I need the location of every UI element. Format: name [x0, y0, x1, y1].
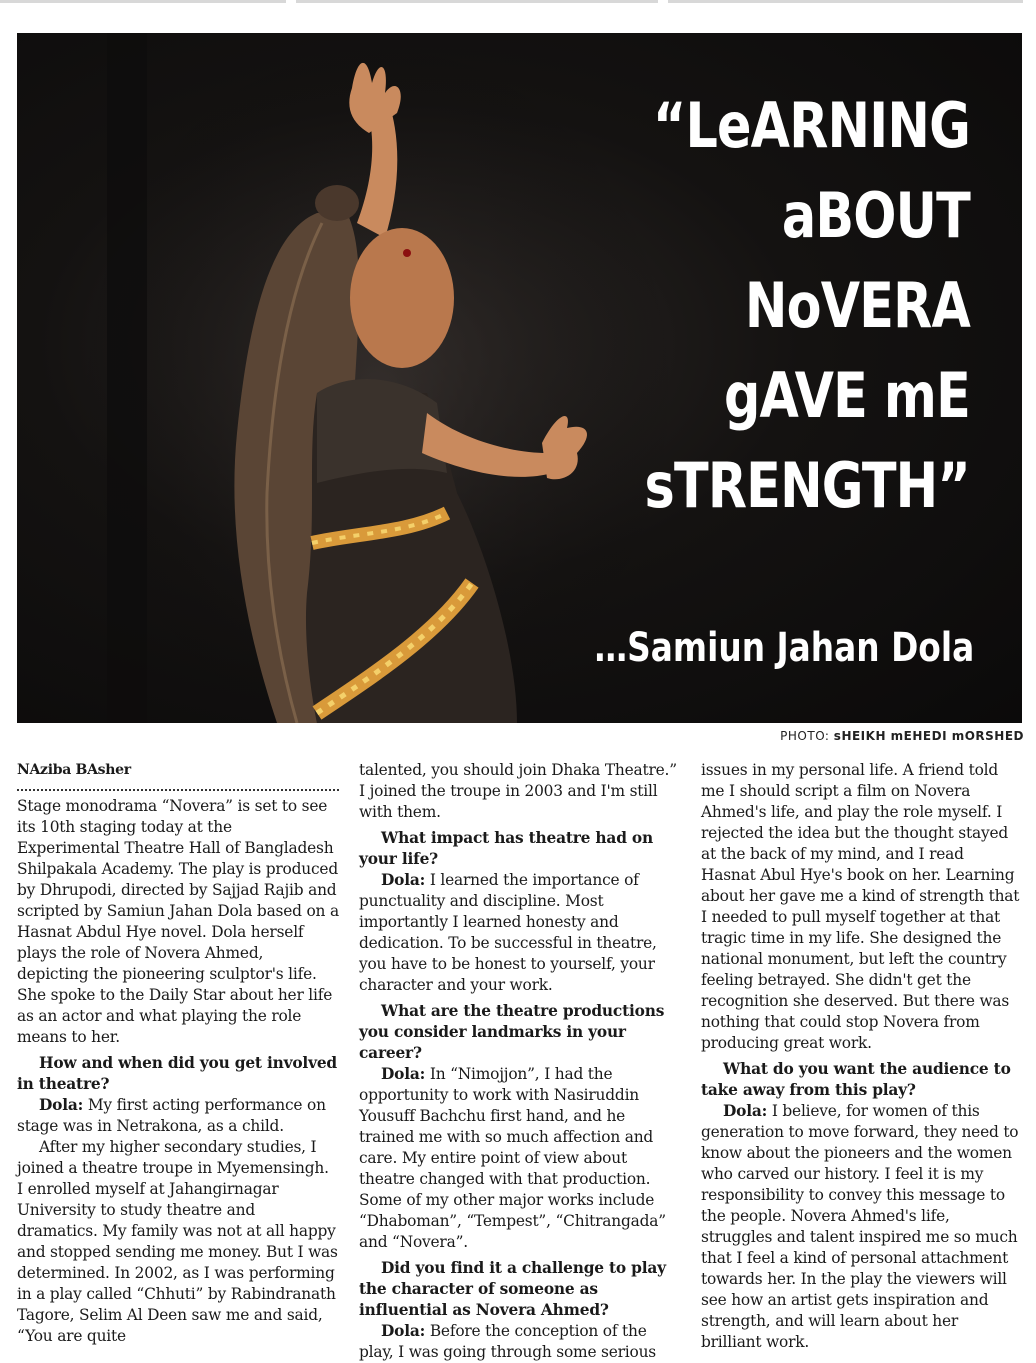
top-rule-right: [668, 0, 1023, 3]
answer-1-text: My first acting performance on stage was in Netrakona, as a child.: [17, 1096, 326, 1135]
answer-5-text: I believe, for women of this generation to move forward, they need to know about the pioneers and the women who carved our history. I feel it is my responsibility to convey this message to the people. Novera Ahmed's life, struggles and talent inspired me so much that I feel a kind of personal attachment towards her. In the play the viewers will see how an artist gets inspiration and strength, and will learn about her brilliant work.: [701, 1102, 1019, 1351]
answer-2: [359, 870, 681, 996]
hero-photo: [17, 33, 1022, 723]
speaker-label: Dola:: [723, 1102, 768, 1120]
quote-attribution: …Samiun Jahan Dola: [594, 625, 974, 671]
photo-credit: [780, 729, 1024, 743]
intro-paragraph: Stage monodrama “Novera” is set to see its 10th staging today at the Experimental Theatre Hall of Bangladesh Shilpakala Academy. The play is produced by Dhrupodi, directed by Sajjad Rajib and scripted by Samiun Jahan Dola based on a Hasnat Abdul Hye novel. Dola herself plays the role of Novera Ahmed, depicting the pioneering sculptor's life. She spoke to the Daily Star about her life as an actor and what playing the role means to her.: [17, 797, 339, 1046]
speaker-label: Dola:: [381, 1322, 426, 1340]
column-1: [17, 760, 339, 1347]
speaker-label: Dola:: [381, 1065, 426, 1083]
author-byline: NAziba BAsher: [17, 760, 339, 791]
answer-2-text: I learned the importance of punctuality and discipline. Most importantly I learned honesty and dedication. To be successful in theatre, you have to be honest to yourself, your character and your work.: [359, 871, 657, 994]
answer-1: [17, 1095, 339, 1137]
answer-4-text: Before the conception of the play, I was going through some serious: [359, 1322, 657, 1361]
answer-5: [701, 1101, 1023, 1353]
answer-3-text: In “Nimojjon”, I had the opportunity to work with Nasiruddin Yousuff Bachchu first hand, and he trained me with so much affection and care. My entire point of view about theatre changed with that production. Some of my other major works include “Dhaboman”, “Tempest”, “Chitrangada” and “Novera”.: [359, 1065, 666, 1251]
answer-4: [359, 1321, 681, 1363]
photo-credit-name: sHEIKH mEHEDI mORSHED: [833, 729, 1024, 743]
question-5: What do you want the audience to take away from this play?: [701, 1060, 1011, 1099]
question-2: What impact has theatre had on your life?: [359, 829, 653, 868]
question-4: Did you find it a challenge to play the character of someone as influential as Novera Ahmed?: [359, 1259, 666, 1319]
top-rule-middle: [296, 0, 658, 3]
column-3: [701, 760, 1023, 1353]
question-3: What are the theatre productions you consider landmarks in your career?: [359, 1002, 665, 1062]
top-rule-left: [0, 0, 286, 3]
speaker-label: Dola:: [381, 871, 426, 889]
column-2: [359, 760, 681, 1363]
answer-1-continued: After my higher secondary studies, I joined a theatre troupe in Myemensingh. I enrolled myself at Jahangirnagar University to study theatre and dramatics. My family was not at all happy and stopped sending me money. But I was determined. In 2002, as I was performing in a play called “Chhuti” by Rabindranath Tagore, Selim Al Deen saw me and said, “You are quite: [17, 1138, 338, 1345]
column-2-continuation: talented, you should join Dhaka Theatre.” I joined the troupe in 2003 and I'm still with them.: [359, 761, 677, 821]
photo-credit-label: PHOTO:: [780, 729, 830, 743]
headline: “LeARNING aBOUT NoVERA gAVE mE sTRENGTH”: [644, 89, 970, 522]
answer-3: [359, 1064, 681, 1253]
speaker-label: Dola:: [39, 1096, 84, 1114]
column-3-continuation: issues in my personal life. A friend told me I should script a film on Novera Ahmed's life, and play the role myself. I rejected the idea but the thought stayed at the back of my mind, and I read Hasnat Abul Hye's book on her. Learning about her gave me a kind of strength that I needed to pull myself together at that tragic time in my life. She designed the national monument, but left the country feeling betrayed. She didn't get the recognition she deserved. But there was nothing that could stop Novera from producing great work.: [701, 761, 1020, 1052]
question-1: How and when did you get involved in theatre?: [17, 1054, 337, 1093]
